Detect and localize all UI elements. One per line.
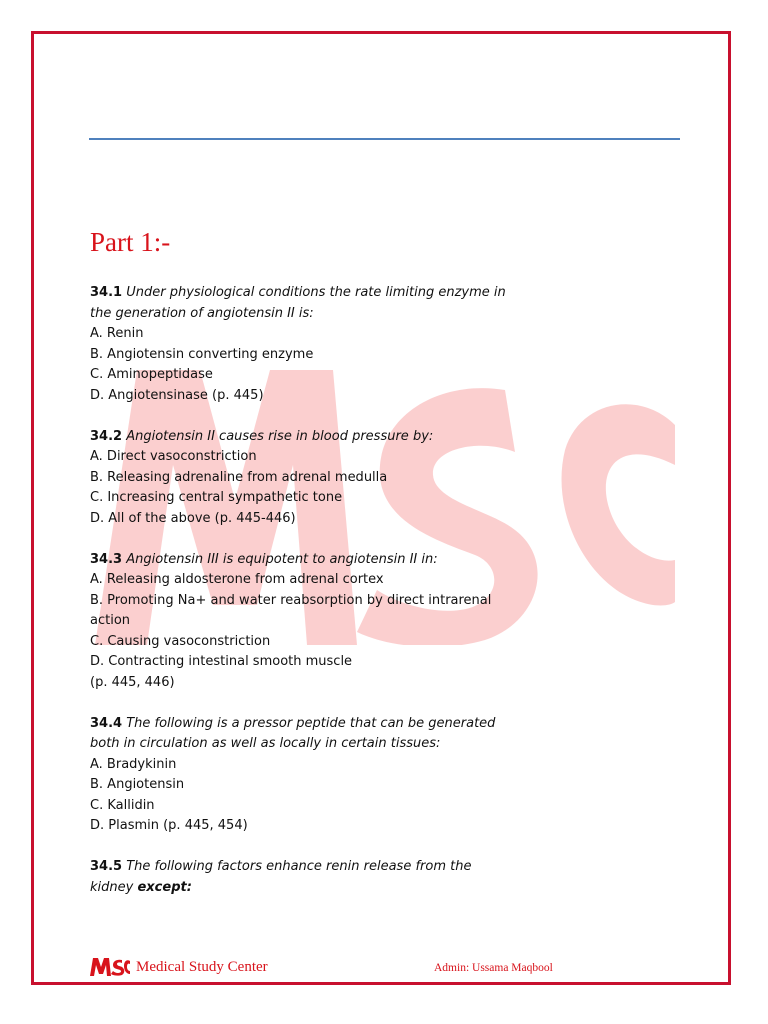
- question-stem: Under physiological conditions the rate limiting enzyme in the generation of angiotensin II is:: [90, 285, 506, 321]
- center-name: Medical Study Center: [136, 958, 268, 975]
- question-stem: Angiotensin III is equipotent to angiotensin II in:: [126, 551, 438, 567]
- question-34-1: [90, 283, 510, 406]
- question-list: [90, 283, 510, 919]
- option-d: D. Angiotensinase (p. 445): [90, 387, 264, 403]
- admin-credit: Admin: Ussama Maqbool: [434, 962, 553, 974]
- option-a: A. Direct vasoconstriction: [90, 449, 257, 464]
- option-c: C. Causing vasoconstriction: [90, 633, 271, 649]
- question-34-3: [90, 550, 510, 694]
- question-number: 34.1: [90, 285, 123, 300]
- part-title: Part 1:-: [90, 227, 171, 257]
- question-stem: Angiotensin II causes rise in blood pressure by:: [126, 428, 434, 444]
- msc-logo-icon: [90, 958, 130, 976]
- option-a: A. Bradykinin: [90, 756, 177, 772]
- question-stem: The following factors enhance renin release from the kidney: [90, 859, 472, 895]
- option-a: A. Releasing aldosterone from adrenal cortex: [90, 572, 384, 587]
- option-b: B. Promoting Na+ and water reabsorption by direct intrarenal action: [90, 592, 492, 628]
- option-c: C. Aminopeptidase: [90, 367, 213, 382]
- option-c: C. Increasing central sympathetic tone: [90, 490, 343, 505]
- question-34-4: [90, 714, 510, 837]
- question-number: 34.5: [90, 859, 123, 874]
- option-b: B. Angiotensin converting enzyme: [90, 346, 314, 362]
- option-b: B. Angiotensin: [90, 777, 185, 792]
- question-number: 34.2: [90, 428, 123, 444]
- footer-brand: [90, 958, 268, 976]
- question-34-2: [90, 427, 510, 530]
- option-d: D. Contracting intestinal smooth muscle: [90, 654, 353, 669]
- option-d: D. Plasmin (p. 445, 454): [90, 818, 248, 833]
- header-divider: [89, 138, 680, 140]
- question-stem: The following is a pressor peptide that can be generated both in circulation as well as locally in certain tissues:: [90, 715, 496, 751]
- page-reference: (p. 445, 446): [90, 674, 175, 690]
- option-d: D. All of the above (p. 445-446): [90, 510, 296, 526]
- question-34-5: [90, 857, 510, 898]
- question-number: 34.4: [90, 715, 123, 731]
- question-number: 34.3: [90, 551, 123, 567]
- option-a: A. Renin: [90, 326, 144, 341]
- option-c: C. Kallidin: [90, 797, 155, 813]
- question-emphasis: except:: [137, 879, 192, 895]
- option-b: B. Releasing adrenaline from adrenal medulla: [90, 469, 388, 485]
